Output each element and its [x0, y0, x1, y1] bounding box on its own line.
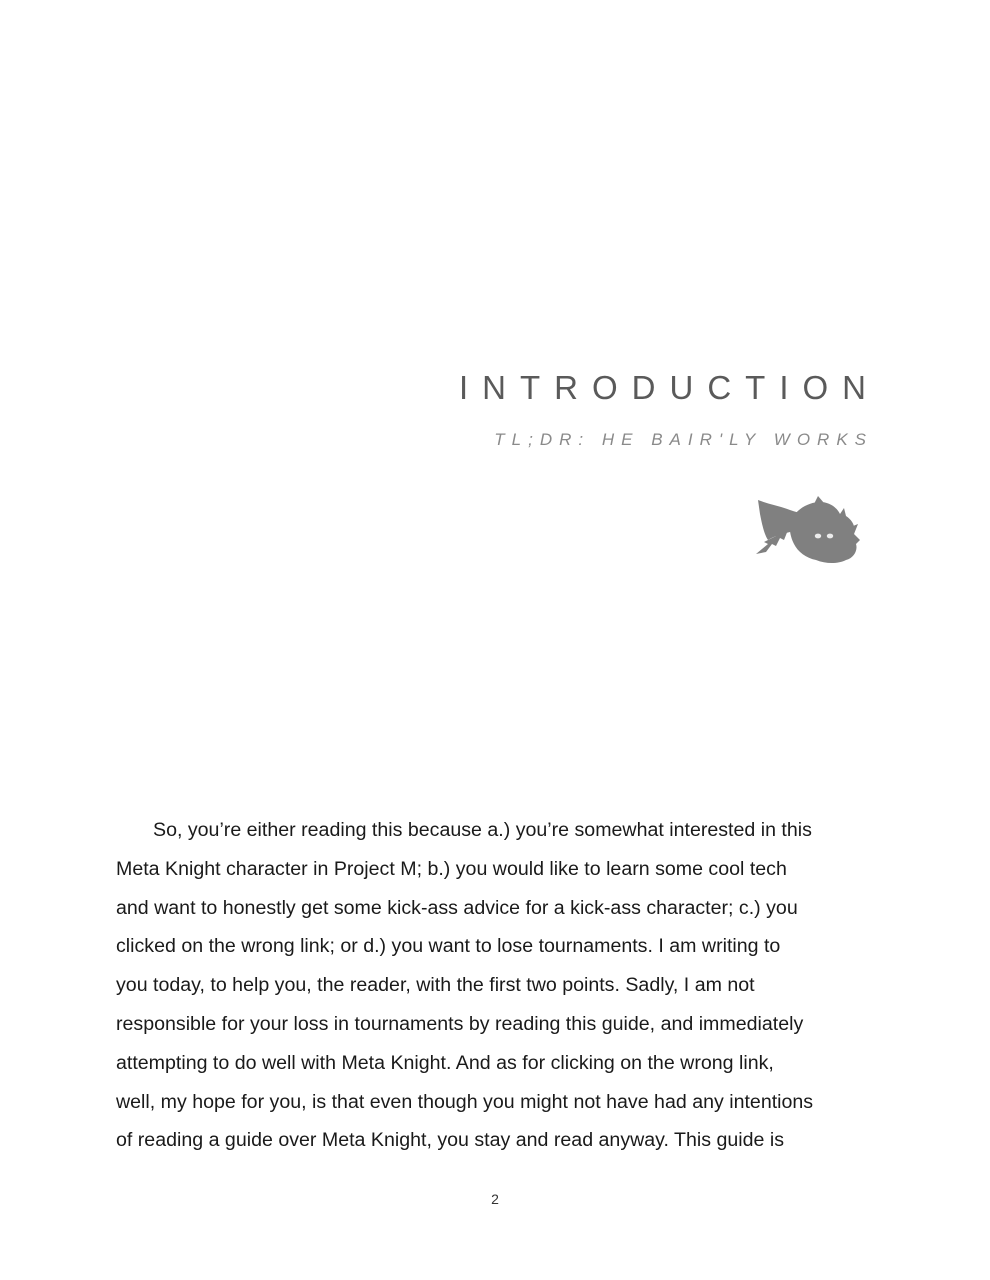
paragraph-line: responsible for your loss in tournaments by reading this guide, and immediately [116, 1012, 804, 1035]
paragraph-line: clicked on the wrong link; or d.) you want to lose tournaments. I am writing to [116, 935, 781, 958]
paragraph-line: So, you’re either reading this because a.) you’re somewhat interested in this [153, 819, 812, 841]
paragraph-line: Meta Knight character in Project M; b.) you would like to learn some cool tech [116, 857, 787, 880]
chapter-subtitle: TL;DR: HE BAIR'LY WORKS [494, 430, 873, 449]
paragraph-line: well, my hope for you, is that even though you might not have had any intentions [116, 1090, 814, 1113]
paragraph-line: and want to honestly get some kick-ass advice for a kick-ass character; c.) you [116, 896, 798, 919]
chapter-title: INTRODUCTION [459, 369, 880, 406]
paragraph-line: of reading a guide over Meta Knight, you stay and read anyway. This guide is [116, 1129, 785, 1152]
chapter-heading [459, 366, 880, 452]
meta-knight-silhouette-icon [754, 494, 862, 566]
paragraph-line: you today, to help you, the reader, with the first two points. Sadly, I am not [116, 974, 755, 997]
page-number: 2 [491, 1191, 499, 1207]
intro-paragraph [116, 811, 876, 1160]
paragraph-line: attempting to do well with Meta Knight. And as for clicking on the wrong link, [116, 1051, 774, 1074]
